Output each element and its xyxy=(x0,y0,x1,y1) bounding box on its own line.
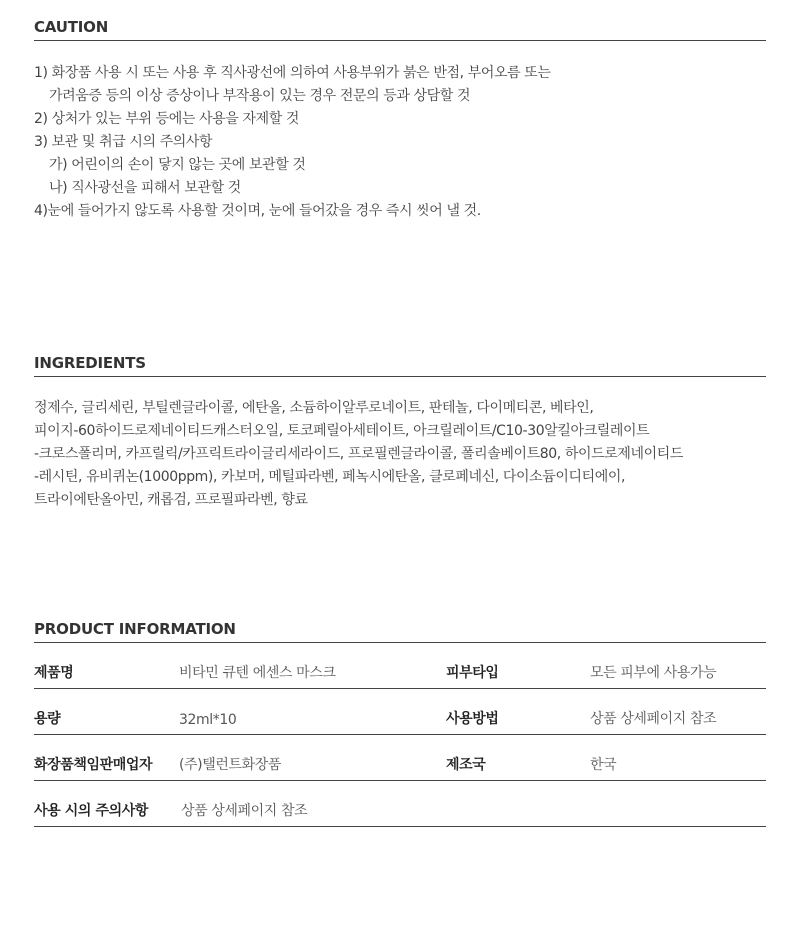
info-row-precautions xyxy=(34,781,766,827)
info-row-volume xyxy=(34,689,766,735)
ingredients-line-1: 정제수, 글리세린, 부틸렌글라이콜, 에탄올, 소듐하이알루로네이트, 판테놀, 다이메티콘, 베타인, xyxy=(34,400,594,416)
ingredients-heading: INGREDIENTS xyxy=(34,354,766,377)
info-key-distributor: 화장품책임판매업자 xyxy=(34,757,153,773)
caution-line-4: 3) 보관 및 취급 시의 주의사항 xyxy=(34,134,213,150)
product-info-table xyxy=(34,660,766,827)
info-key-country: 제조국 xyxy=(446,757,486,773)
ingredients-line-5: 트라이에탄올아민, 캐롭검, 프로필파라벤, 향료 xyxy=(34,492,308,508)
info-value-distributor: (주)탤런트화장품 xyxy=(179,757,281,773)
info-value-product-name: 비타민 큐텐 에센스 마스크 xyxy=(179,665,336,681)
ingredients-line-3: -크로스폴리머, 카프릴릭/카프릭트라이글리세라이드, 프로필렌글라이콜, 폴리솔베이트80, 하이드로제네이티드 xyxy=(34,446,683,462)
ingredients-list xyxy=(34,397,774,512)
info-key-product-name: 제품명 xyxy=(34,665,74,681)
info-value-usage: 상품 상세페이지 참조 xyxy=(590,711,717,727)
info-key-usage: 사용방법 xyxy=(446,711,499,727)
info-value-precautions: 상품 상세페이지 참조 xyxy=(181,803,308,819)
info-row-distributor xyxy=(34,735,766,781)
info-row-product-name xyxy=(34,660,766,689)
caution-line-7: 4)눈에 들어가지 않도록 사용할 것이며, 눈에 들어갔을 경우 즉시 씻어 낼 것. xyxy=(34,203,481,219)
info-key-skin-type: 피부타입 xyxy=(446,665,499,681)
info-value-volume: 32ml*10 xyxy=(179,712,237,728)
caution-line-1: 1) 화장품 사용 시 또는 사용 후 직사광선에 의하여 사용부위가 붉은 반점, 부어오름 또는 xyxy=(34,65,551,81)
ingredients-line-2: 피이지-60하이드로제네이티드캐스터오일, 토코페릴아세테이트, 아크릴레이트/C10-30알킬아크릴레이트 xyxy=(34,423,650,439)
caution-heading: CAUTION xyxy=(34,18,766,41)
caution-line-6: 나) 직사광선을 피해서 보관할 것 xyxy=(49,180,241,196)
ingredients-line-4: -레시틴, 유비퀴논(1000ppm), 카보머, 메틸파라벤, 페녹시에탄올, 클로페네신, 다이소듐이디티에이, xyxy=(34,469,626,485)
info-value-skin-type: 모든 피부에 사용가능 xyxy=(590,665,717,681)
caution-line-5: 가) 어린이의 손이 닿지 않는 곳에 보관할 것 xyxy=(49,157,306,173)
caution-list xyxy=(34,62,774,223)
product-info-heading: PRODUCT INFORMATION xyxy=(34,620,766,643)
caution-line-3: 2) 상처가 있는 부위 등에는 사용을 자제할 것 xyxy=(34,111,300,127)
info-key-volume: 용량 xyxy=(34,711,61,727)
caution-line-2: 가려움증 등의 이상 증상이나 부작용이 있는 경우 전문의 등과 상담할 것 xyxy=(49,88,471,104)
info-key-precautions: 사용 시의 주의사항 xyxy=(34,803,148,819)
info-value-country: 한국 xyxy=(590,757,617,773)
